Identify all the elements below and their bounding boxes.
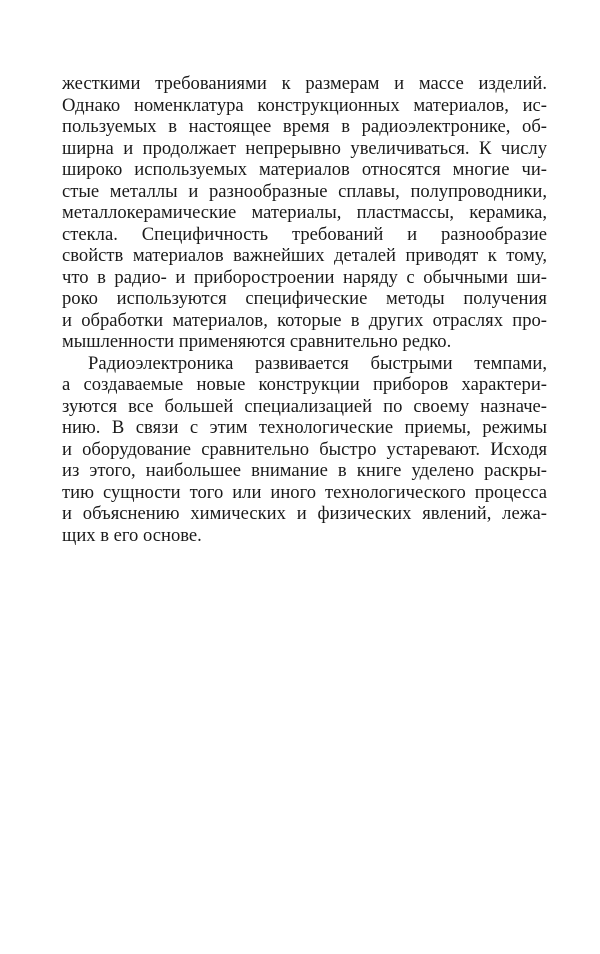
text-line: и объяснению химических и физических явлений, лежа- bbox=[62, 503, 547, 524]
text-line: металлокерамические материалы, пластмассы, керамика, bbox=[62, 202, 547, 223]
text-line: тию сущности того или иного технологического процесса bbox=[62, 481, 547, 503]
paragraph-2 bbox=[62, 353, 547, 547]
text-line: и обработки материалов, которые в других отраслях про- bbox=[62, 309, 547, 331]
text-line: жесткими требованиями к размерам и массе изделий. bbox=[62, 73, 547, 94]
text-line: Однако номенклатура конструкционных материалов, ис- bbox=[62, 94, 547, 116]
paragraph-1 bbox=[62, 73, 547, 353]
text-line: стые металлы и разнообразные сплавы, полупроводники, bbox=[62, 180, 547, 202]
text-line: пользуемых в настоящее время в радиоэлектронике, об- bbox=[62, 116, 547, 137]
text-line: нию. В связи с этим технологические приемы, режимы bbox=[62, 417, 547, 438]
text-line: а создаваемые новые конструкции приборов характери- bbox=[62, 374, 547, 395]
text-line: щих в его основе. bbox=[62, 524, 202, 546]
text-line: широко используемых материалов относятся многие чи- bbox=[62, 159, 547, 180]
text-line: свойств материалов важнейших деталей приводят к тому, bbox=[62, 245, 547, 266]
text-line: зуются все большей специализацией по своему назначе- bbox=[62, 395, 547, 417]
text-line: Радиоэлектроника развивается быстрыми темпами, bbox=[88, 352, 547, 374]
text-line: роко используются специфические методы получения bbox=[62, 288, 547, 309]
text-line: что в радио- и приборостроении наряду с обычными ши- bbox=[62, 266, 547, 288]
body-text bbox=[62, 73, 547, 546]
text-line: ширна и продолжает непрерывно увеличиваться. К числу bbox=[62, 137, 547, 159]
text-line: мышленности применяются сравнительно редко. bbox=[62, 331, 452, 352]
text-line: из этого, наибольшее внимание в книге уделено раскры- bbox=[62, 460, 547, 481]
text-line: стекла. Специфичность требований и разнообразие bbox=[62, 223, 547, 245]
text-line: и оборудование сравнительно быстро устаревают. Исходя bbox=[62, 438, 547, 460]
